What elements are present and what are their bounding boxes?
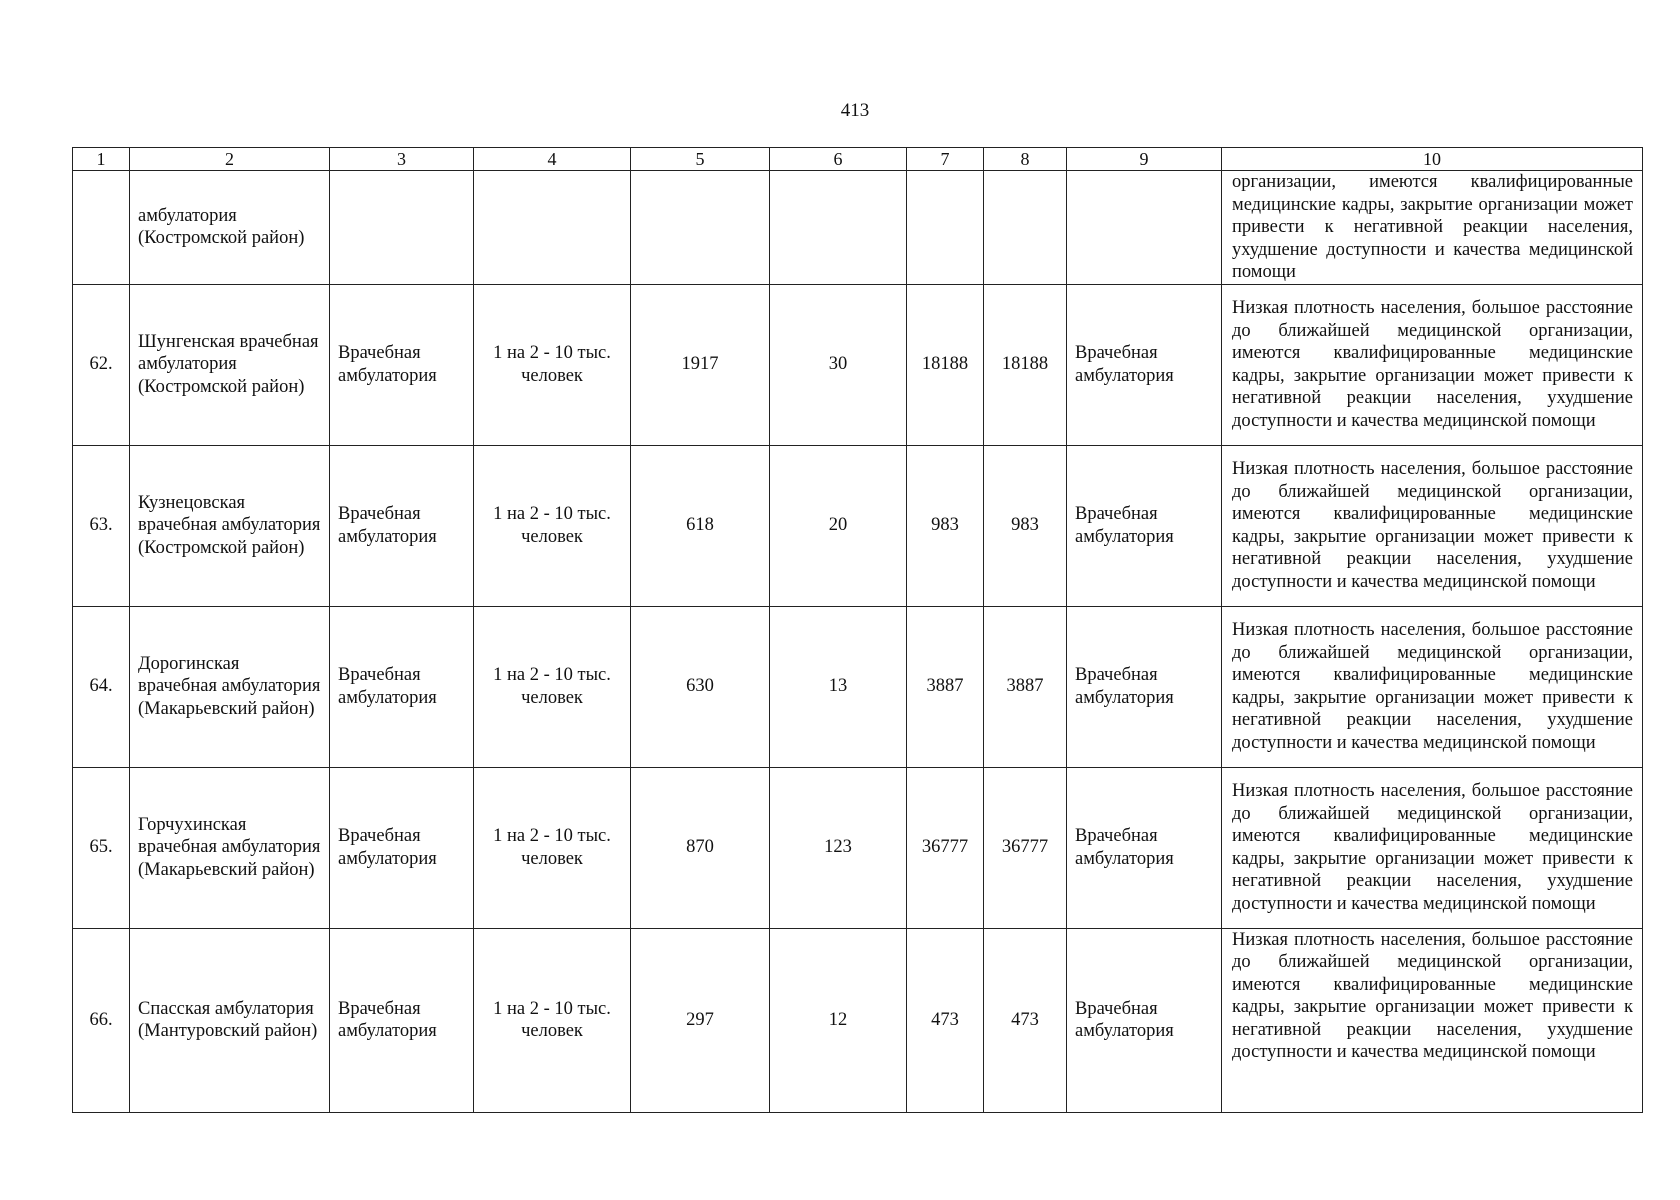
new-type-cell: Врачебная амбулатория [1067,606,1222,767]
value-cell-7: 36777 [907,767,984,928]
value-cell-5: 1917 [631,284,770,445]
page-number: 413 [840,100,870,121]
facilities-table [72,147,1643,1113]
value-cell-8: 983 [984,445,1067,606]
column-header: 5 [631,148,770,171]
value-cell-6: 30 [770,284,907,445]
column-header: 4 [474,148,631,171]
norm-cell: 1 на 2 - 10 тыс. человек [474,928,631,1112]
empty-cell [907,171,984,285]
table-row [73,928,1643,1112]
value-cell-8: 36777 [984,767,1067,928]
facility-name-cell: Шунгенская врачебная амбулатория (Костромской район) [130,284,330,445]
value-cell-7: 3887 [907,606,984,767]
reason-cell: Низкая плотность населения, большое расстояние до ближайшей медицинской организации, имеются квалифицированные медицинские кадры, закрытие организации может привести к негативной реакции населения, ухудшение доступности и качества медицинской помощи [1222,445,1643,606]
value-cell-8: 3887 [984,606,1067,767]
continuation-row [73,171,1643,285]
reason-cell: Низкая плотность населения, большое расстояние до ближайшей медицинской организации, имеются квалифицированные медицинские кадры, закрытие организации может привести к негативной реакции населения, ухудшение доступности и качества медицинской помощи [1222,284,1643,445]
table-row [73,767,1643,928]
row-number-cell: 66. [73,928,130,1112]
norm-cell: 1 на 2 - 10 тыс. человек [474,767,631,928]
reason-cell: Низкая плотность населения, большое расстояние до ближайшей медицинской организации, имеются квалифицированные медицинские кадры, закрытие организации может привести к негативной реакции населения, ухудшение доступности и качества медицинской помощи [1222,606,1643,767]
column-header: 1 [73,148,130,171]
value-cell-8: 473 [984,928,1067,1112]
value-cell-6: 12 [770,928,907,1112]
table-header-row [73,148,1643,171]
value-cell-8: 18188 [984,284,1067,445]
row-number-cell [73,171,130,285]
column-header: 7 [907,148,984,171]
row-number-cell: 63. [73,445,130,606]
facility-name-cell: Дорогинская врачебная амбулатория (Макарьевский район) [130,606,330,767]
value-cell-6: 13 [770,606,907,767]
empty-cell [474,171,631,285]
facility-type-cell: Врачебная амбулатория [330,767,474,928]
row-number-cell: 62. [73,284,130,445]
facility-name-cell: Спасская амбулатория (Мантуровский район) [130,928,330,1112]
facility-name-cell: Горчухинская врачебная амбулатория (Макарьевский район) [130,767,330,928]
value-cell-7: 983 [907,445,984,606]
column-header: 2 [130,148,330,171]
reason-cell: Низкая плотность населения, большое расстояние до ближайшей медицинской организации, имеются квалифицированные медицинские кадры, закрытие организации может привести к негативной реакции населения, ухудшение доступности и качества медицинской помощи [1222,928,1643,1112]
column-header: 9 [1067,148,1222,171]
facility-name-cell: Кузнецовская врачебная амбулатория (Костромской район) [130,445,330,606]
column-header: 10 [1222,148,1643,171]
new-type-cell: Врачебная амбулатория [1067,445,1222,606]
facility-type-cell: Врачебная амбулатория [330,445,474,606]
value-cell-7: 18188 [907,284,984,445]
value-cell-5: 618 [631,445,770,606]
reason-cell: организации, имеются квалифицированные медицинские кадры, закрытие организации может привести к негативной реакции населения, ухудшение доступности и качества медицинской помощи [1222,171,1643,285]
facility-type-cell: Врачебная амбулатория [330,606,474,767]
empty-cell [330,171,474,285]
table-row [73,606,1643,767]
value-cell-5: 630 [631,606,770,767]
norm-cell: 1 на 2 - 10 тыс. человек [474,445,631,606]
value-cell-5: 870 [631,767,770,928]
value-cell-5: 297 [631,928,770,1112]
column-header: 8 [984,148,1067,171]
column-header: 3 [330,148,474,171]
value-cell-6: 20 [770,445,907,606]
reason-cell: Низкая плотность населения, большое расстояние до ближайшей медицинской организации, имеются квалифицированные медицинские кадры, закрытие организации может привести к негативной реакции населения, ухудшение доступности и качества медицинской помощи [1222,767,1643,928]
facility-name-cell: амбулатория (Костромской район) [130,171,330,285]
row-number-cell: 65. [73,767,130,928]
value-cell-7: 473 [907,928,984,1112]
empty-cell [770,171,907,285]
column-header: 6 [770,148,907,171]
empty-cell [984,171,1067,285]
new-type-cell: Врачебная амбулатория [1067,767,1222,928]
facility-type-cell: Врачебная амбулатория [330,928,474,1112]
new-type-cell: Врачебная амбулатория [1067,928,1222,1112]
new-type-cell: Врачебная амбулатория [1067,284,1222,445]
table-row [73,445,1643,606]
empty-cell [631,171,770,285]
facility-type-cell: Врачебная амбулатория [330,284,474,445]
empty-cell [1067,171,1222,285]
row-number-cell: 64. [73,606,130,767]
norm-cell: 1 на 2 - 10 тыс. человек [474,284,631,445]
norm-cell: 1 на 2 - 10 тыс. человек [474,606,631,767]
value-cell-6: 123 [770,767,907,928]
table-row [73,284,1643,445]
